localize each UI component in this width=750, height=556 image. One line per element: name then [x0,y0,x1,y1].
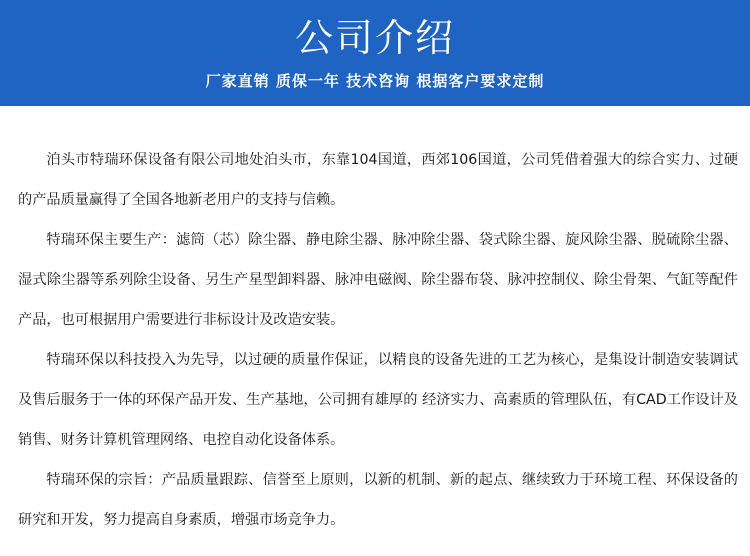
paragraph-mission: 特瑞环保的宗旨：产品质量跟踪、信誉至上原则，以新的机制、新的起点、继续致力于环境工程、环保设备的研究和开发，努力提高自身素质，增强市场竞争力。 [18,472,738,528]
header-banner [0,0,750,106]
paragraph-capabilities: 特瑞环保以科技投入为先导，以过硬的质量作保证，以精良的设备先进的工艺为核心，是集设计制造安装调试及售后服务于一体的环保产品开发、生产基地，公司拥有雄厚的 经济实力、高素质的管理队伍，有CAD工作设计及销售、财务计算机管理网络、电控自动化设备体系。 [18,352,738,448]
paragraph-products: 特瑞环保主要生产：滤筒（芯）除尘器、静电除尘器、脉冲除尘器、袋式除尘器、旋风除尘器、脱硫除尘器、湿式除尘器等系列除尘设备、另生产星型卸料器、脉冲电磁阀、除尘器布袋、脉冲控制仪、除尘骨架、气缸等配件产品，也可根据用户需要进行非标设计及改造安装。 [18,232,738,328]
page-subtitle: 厂家直销 质保一年 技术咨询 根据客户要求定制 [205,72,545,90]
company-introduction [18,140,738,540]
paragraph-location: 泊头市特瑞环保设备有限公司地处泊头市，东靠104国道，西郊106国道，公司凭借着强大的综合实力、过硬的产品质量赢得了全国各地新老用户的支持与信赖。 [18,152,738,208]
page-title: 公司介绍 [294,16,455,60]
